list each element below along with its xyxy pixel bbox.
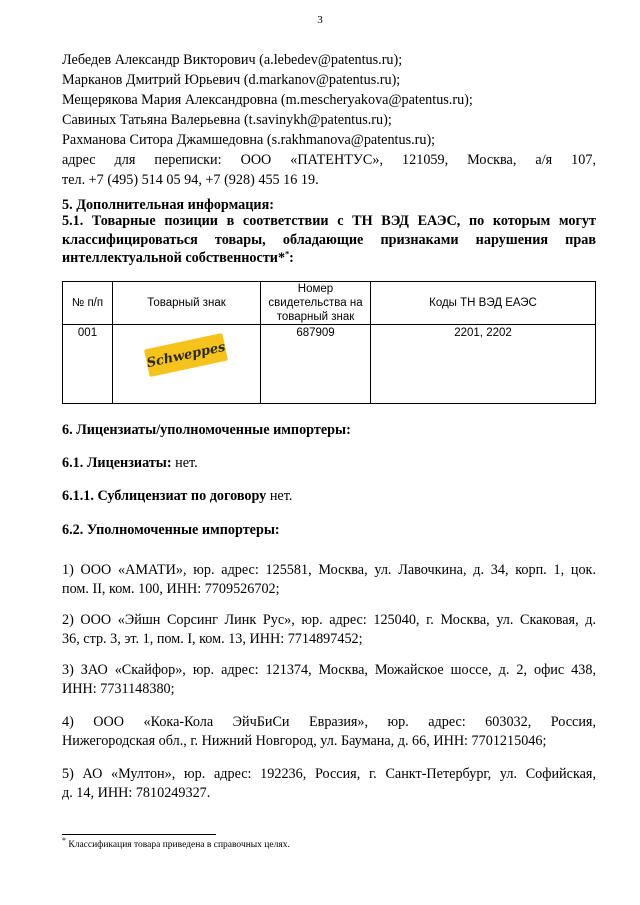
cell-codes: 2201, 2202 xyxy=(371,325,596,404)
sublicensee-label: 6.1.1. Сублицензиат по договору xyxy=(62,488,267,504)
importer-line: 4) ООО «Кока-Кола ЭйчБиСи Евразия», юр. адрес: 603032, Россия, xyxy=(62,714,596,730)
section-5-1-line: классифицироваться товары, обладающие признаками нарушения прав xyxy=(62,231,596,248)
phone-line: тел. +7 (495) 514 05 94, +7 (928) 455 16 19. xyxy=(62,172,319,188)
contact-line: Савиных Татьяна Валерьевна (t.savinykh@patentus.ru); xyxy=(62,112,392,128)
logo-text: Schweppes xyxy=(145,339,227,371)
table-header-row xyxy=(63,282,596,325)
footnote-mark: * xyxy=(62,835,66,845)
schweppes-logo-icon xyxy=(144,333,228,377)
trademark-logo-area xyxy=(116,327,257,399)
licensees-label: 6.1. Лицензиаты: xyxy=(62,455,172,471)
cell-certificate: 687909 xyxy=(261,325,371,404)
section-5-1-heading xyxy=(62,212,596,268)
importer-item xyxy=(62,713,596,751)
section-5-1-line xyxy=(62,249,596,268)
contacts-block xyxy=(62,50,596,190)
licensees-value: нет. xyxy=(171,455,198,471)
header-codes: Коды ТН ВЭД ЕАЭС xyxy=(371,282,596,325)
importer-line: 2) ООО «Эйшн Сорсинг Линк Рус», юр. адрес: 125040, г. Москва, ул. Скаковая, д. xyxy=(62,612,596,628)
contact-line: Рахманова Ситора Джамшедовна (s.rakhmanova@patentus.ru); xyxy=(62,132,436,148)
importer-line: 36, стр. 3, эт. 1, пом. I, ком. 13, ИНН: 7714897452; xyxy=(62,631,363,647)
cell-trademark xyxy=(113,325,261,404)
importer-line: 5) АО «Мултон», юр. адрес: 192236, Россия, г. Санкт-Петербург, ул. Софийская, xyxy=(62,766,596,782)
section-5-1-text: интеллектуальной собственности* xyxy=(62,250,286,266)
section-5-1-line: 5.1. Товарные позиции в соответствии с ТН ВЭД ЕАЭС, по которым могут xyxy=(62,213,596,229)
importer-line: Нижегородская обл., г. Нижний Новгород, ул. Баумана, д. 66, ИНН: 7701215046; xyxy=(62,733,547,749)
footnote-divider xyxy=(62,834,216,835)
importer-line: 1) ООО «АМАТИ», юр. адрес: 125581, Москва, ул. Лавочкина, д. 34, корп. 1, цок. xyxy=(62,562,596,578)
section-6-title: 6. Лицензиаты/уполномоченные импортеры: xyxy=(62,422,351,438)
page-number: 3 xyxy=(317,14,323,26)
footnote-ref: * xyxy=(285,249,290,259)
header-certificate: Номер свидетельства на товарный знак xyxy=(261,282,371,325)
customs-codes-table xyxy=(62,281,596,404)
header-trademark: Товарный знак xyxy=(113,282,261,325)
importer-line: ИНН: 7731148380; xyxy=(62,681,175,697)
importer-line: д. 14, ИНН: 7810249327. xyxy=(62,785,211,801)
importers-title: 6.2. Уполномоченные импортеры: xyxy=(62,522,280,538)
importer-item xyxy=(62,611,596,649)
sublicensee-line xyxy=(62,487,596,506)
footnote xyxy=(62,835,290,850)
contact-line: Марканов Дмитрий Юрьевич (d.markanov@patentus.ru); xyxy=(62,72,401,88)
importer-item xyxy=(62,661,596,699)
section-5-title: 5. Дополнительная информация: xyxy=(62,197,274,213)
importer-item xyxy=(62,765,596,803)
footnote-text: Классификация товара приведена в справочных целях. xyxy=(66,840,290,850)
address-line: адрес для переписки: ООО «ПАТЕНТУС», 121059, Москва, а/я 107, xyxy=(62,152,596,168)
importer-item xyxy=(62,561,596,599)
cell-num: 001 xyxy=(63,325,113,404)
licensees-line xyxy=(62,454,596,473)
sublicensee-value: нет. xyxy=(266,488,293,504)
header-num: № п/п xyxy=(63,282,113,325)
contact-line: Лебедев Александр Викторович (a.lebedev@patentus.ru); xyxy=(62,52,403,68)
section-5-1-colon: : xyxy=(289,250,294,266)
importer-line: пом. II, ком. 100, ИНН: 7709526702; xyxy=(62,581,280,597)
contact-line: Мещерякова Мария Александровна (m.mescheryakova@patentus.ru); xyxy=(62,92,473,108)
table-row xyxy=(63,325,596,404)
importer-line: 3) ЗАО «Скайфор», юр. адрес: 121374, Москва, Можайское шоссе, д. 2, офис 438, xyxy=(62,662,596,678)
